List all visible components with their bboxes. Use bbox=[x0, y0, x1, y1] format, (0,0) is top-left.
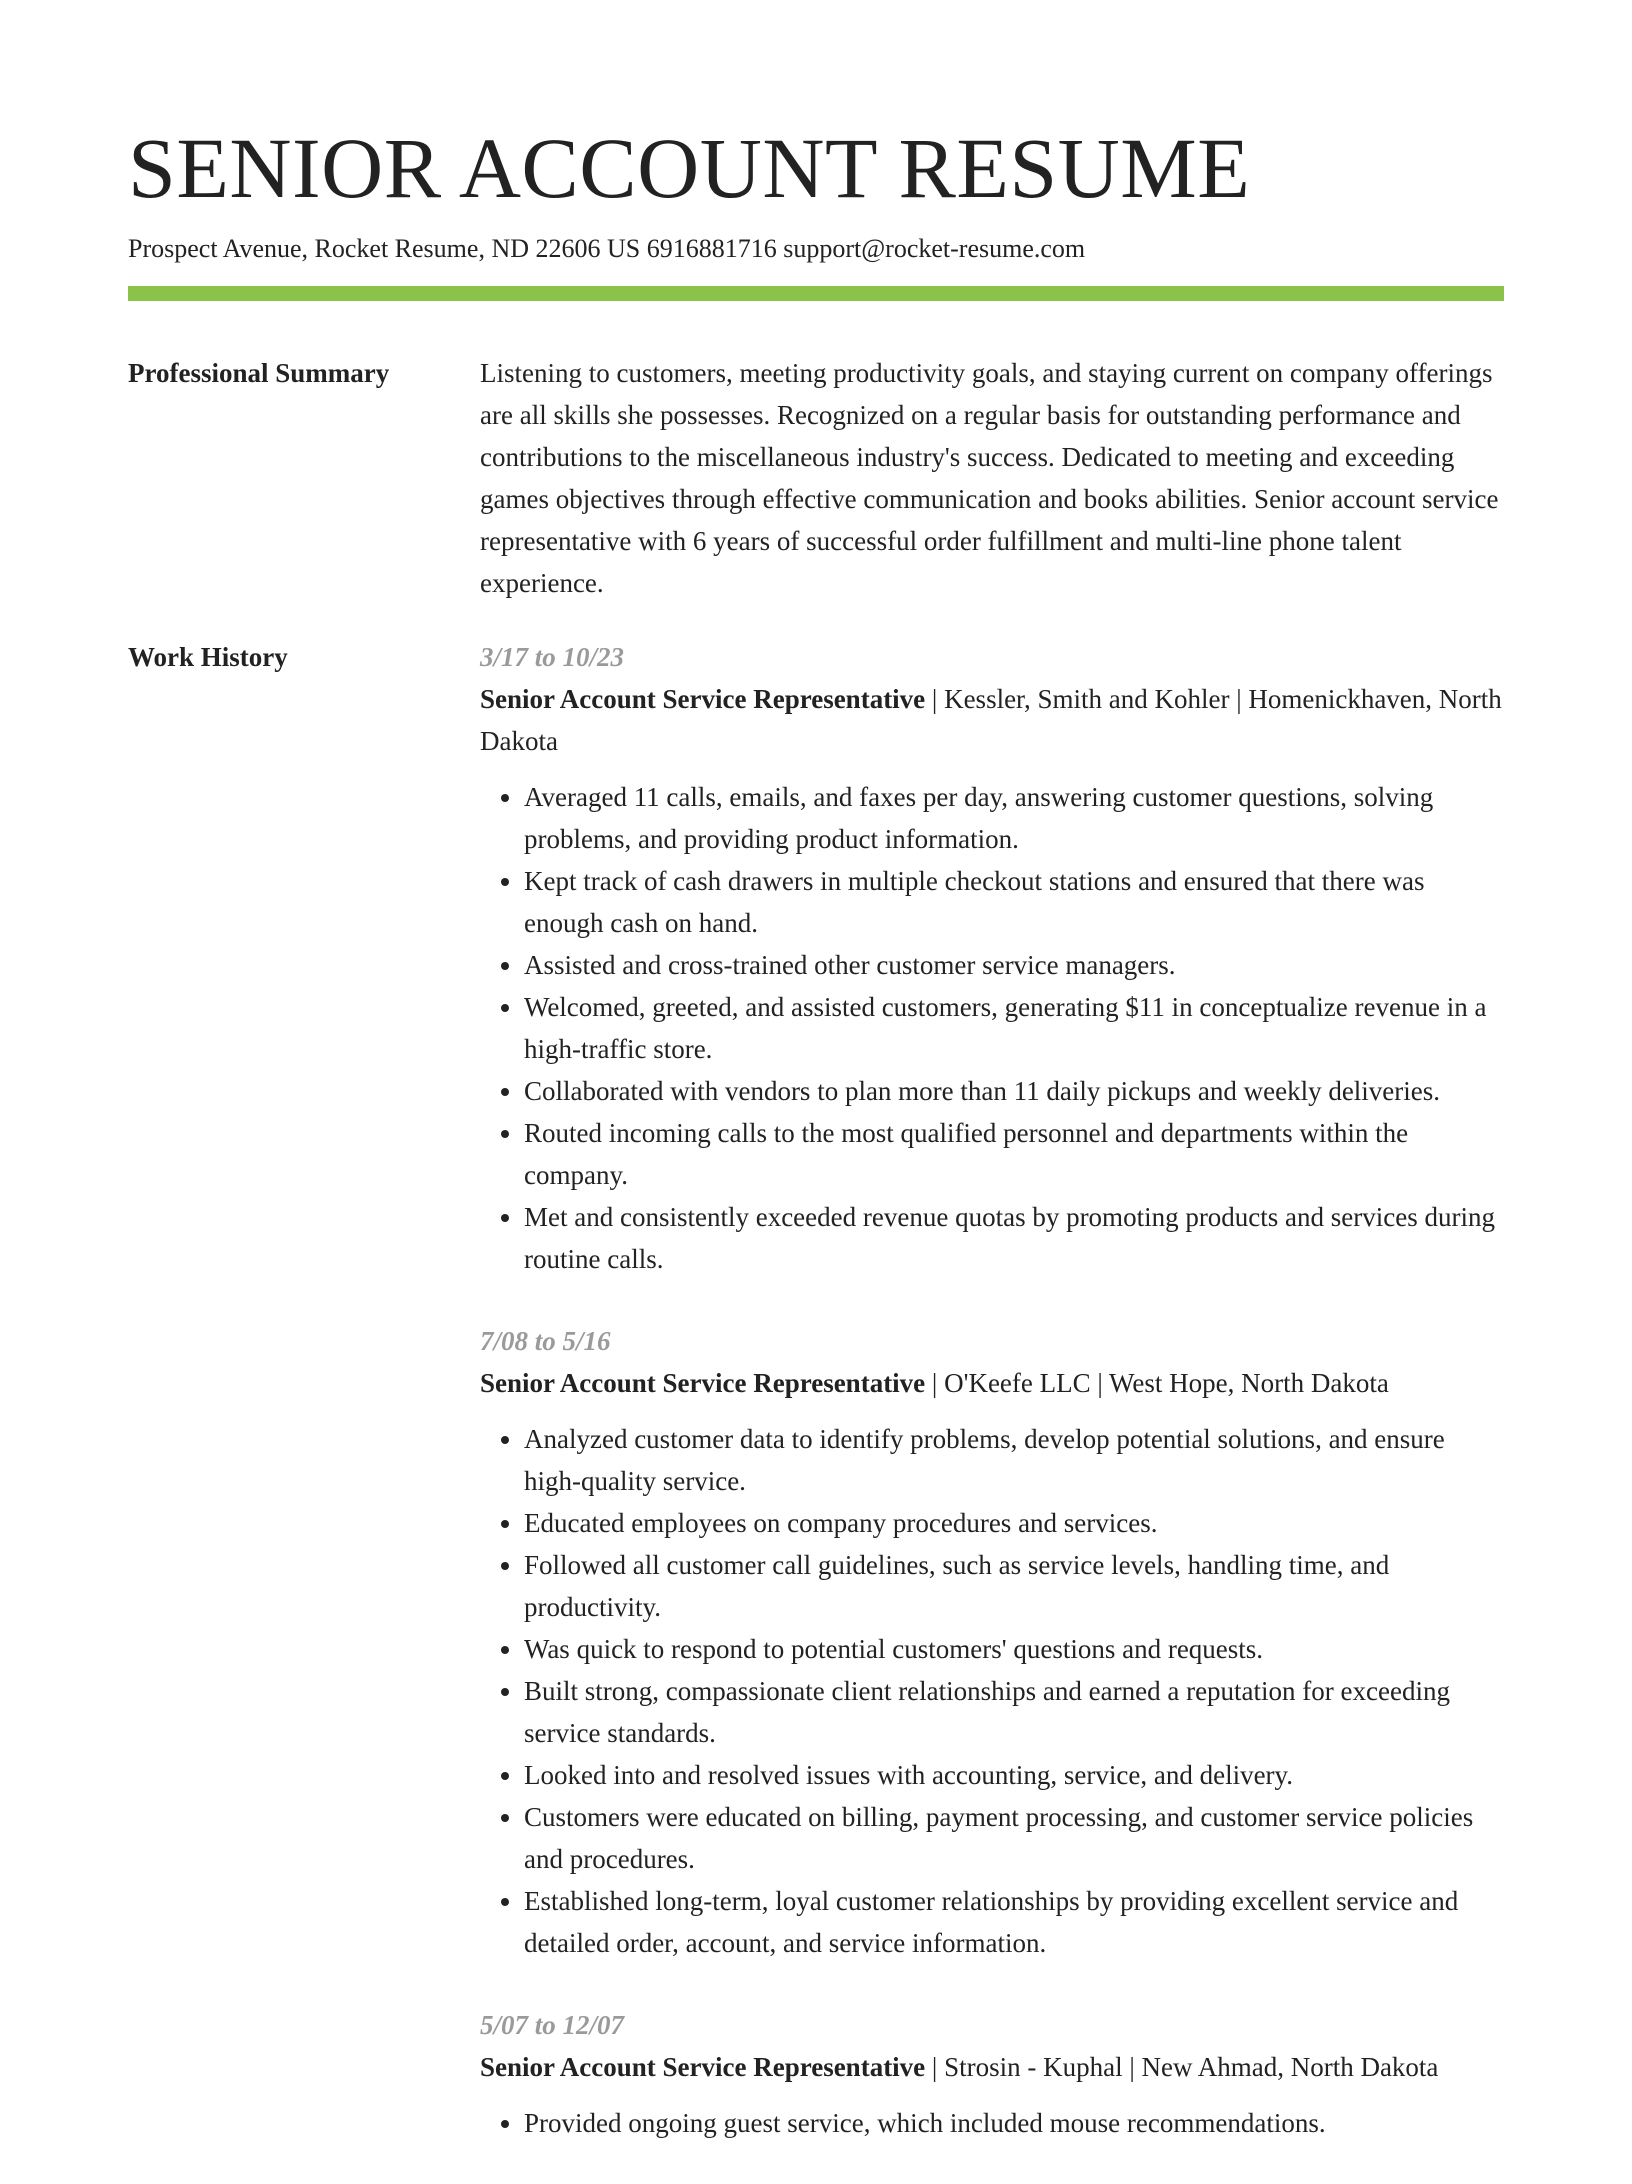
job-bullets bbox=[480, 2102, 1504, 2144]
summary-text: Listening to customers, meeting productivity goals, and staying current on company offerings are all skills she possesses. Recognized on a regular basis for outstanding performance and contributions to the miscellaneous industry's success. Dedicated to meeting and exceeding games objectives through effective communication and books abilities. Senior account service representative with 6 years of successful order fulfillment and multi-line phone talent experience. bbox=[480, 358, 1499, 598]
work-history-list bbox=[480, 636, 1504, 2184]
job-heading bbox=[480, 2046, 1504, 2088]
job-bullet: • Customers were educated on billing, payment processing, and customer service policies and procedures. bbox=[524, 1796, 1504, 1880]
job-bullet: • Kept track of cash drawers in multiple checkout stations and ensured that there was enough cash on hand. bbox=[524, 860, 1504, 944]
contact-info: Prospect Avenue, Rocket Resume, ND 22606 US 6916881716 support@rocket-resume.com bbox=[128, 234, 1086, 263]
work-history-heading: Work History bbox=[128, 642, 288, 672]
job-bullet: • Educated employees on company procedures and services. bbox=[524, 1502, 1504, 1544]
job-bullet: • Welcomed, greeted, and assisted customers, generating $11 in conceptualize revenue in a high-traffic store. bbox=[524, 986, 1504, 1070]
job-bullet: • Built strong, compassionate client relationships and earned a reputation for exceeding service standards. bbox=[524, 1670, 1504, 1754]
job-entry bbox=[480, 636, 1504, 1280]
summary-heading: Professional Summary bbox=[128, 358, 390, 388]
job-bullet: • Met and consistently exceeded revenue quotas by promoting products and services during routine calls. bbox=[524, 1196, 1504, 1280]
job-details: | Strosin - Kuphal | New Ahmad, North Dakota bbox=[925, 2052, 1439, 2082]
job-bullet: • Routed incoming calls to the most qualified personnel and departments within the company. bbox=[524, 1112, 1504, 1196]
job-dates: 5/07 to 12/07 bbox=[480, 2010, 625, 2040]
job-bullet: • Looked into and resolved issues with accounting, service, and delivery. bbox=[524, 1754, 1504, 1796]
job-bullet: • Followed all customer call guidelines, such as service levels, handling time, and productivity. bbox=[524, 1544, 1504, 1628]
resume-title: SENIOR ACCOUNT RESUME bbox=[128, 120, 1251, 216]
job-bullet: • Was quick to respond to potential customers' questions and requests. bbox=[524, 1628, 1504, 1670]
job-title: Senior Account Service Representative bbox=[480, 1368, 926, 1398]
job-bullet: • Provided ongoing guest service, which included mouse recommendations. bbox=[524, 2102, 1504, 2144]
summary-body bbox=[480, 352, 1504, 604]
job-bullets bbox=[480, 1418, 1504, 1964]
accent-divider bbox=[128, 286, 1504, 301]
job-heading bbox=[480, 1362, 1504, 1404]
job-bullet: • Averaged 11 calls, emails, and faxes per day, answering customer questions, solving problems, and providing product information. bbox=[524, 776, 1504, 860]
job-bullet: • Analyzed customer data to identify problems, develop potential solutions, and ensure high-quality service. bbox=[524, 1418, 1504, 1502]
job-details: | O'Keefe LLC | West Hope, North Dakota bbox=[925, 1368, 1389, 1398]
job-details: | Kessler, Smith and Kohler | Homenickhaven, North Dakota bbox=[480, 684, 1502, 756]
job-bullet: • Assisted and cross-trained other customer service managers. bbox=[524, 944, 1504, 986]
job-title: Senior Account Service Representative bbox=[480, 2052, 926, 2082]
job-dates: 7/08 to 5/16 bbox=[480, 1326, 611, 1356]
job-title: Senior Account Service Representative bbox=[480, 684, 926, 714]
job-bullet: • Collaborated with vendors to plan more than 11 daily pickups and weekly deliveries. bbox=[524, 1070, 1504, 1112]
job-bullet: • Established long-term, loyal customer relationships by providing excellent service and detailed order, account, and service information. bbox=[524, 1880, 1504, 1964]
job-bullets bbox=[480, 776, 1504, 1280]
job-dates: 3/17 to 10/23 bbox=[480, 642, 625, 672]
job-entry bbox=[480, 2004, 1504, 2144]
job-heading bbox=[480, 678, 1504, 762]
job-entry bbox=[480, 1320, 1504, 1964]
